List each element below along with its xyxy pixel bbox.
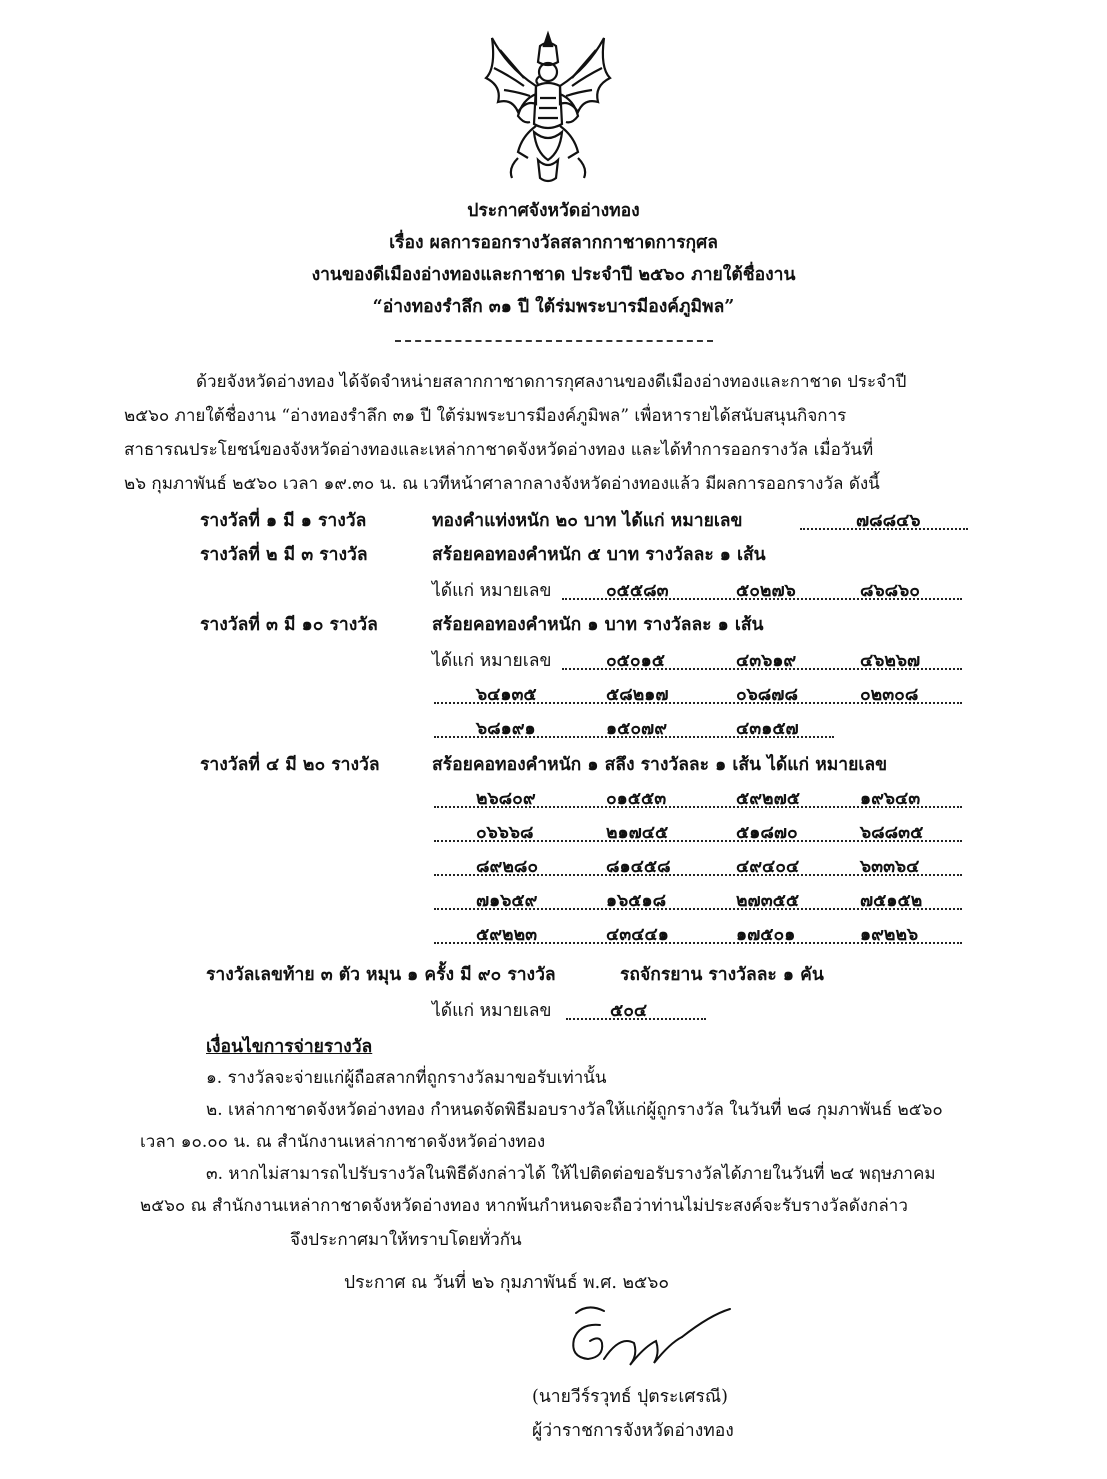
signer-position: ผู้ว่าราชการจังหวัดอ่างทอง [532,1421,734,1441]
prize-4-number: ๒๑๗๔๕ [606,823,669,843]
prize-3-number: ๕๘๒๑๗ [606,685,669,705]
prize-1-desc: ทองคำแท่งหนัก ๒๐ บาท ได้แก่ หมายเลข [432,511,743,531]
prize-4-number: ๕๙๒๗๕ [736,789,801,809]
prize-2-number: ๘๖๘๖๐ [860,581,920,601]
prize-3-number: ๖๘๑๙๑ [476,719,536,739]
tail-prize-desc: รถจักรยาน รางวัลละ ๑ คัน [620,965,824,985]
prize-3-number: ๔๓๑๕๗ [736,719,799,739]
document-title: ประกาศจังหวัดอ่างทอง [467,201,640,221]
condition-1: ๑. รางวัลจะจ่ายแก่ผู้ถือสลากที่ถูกรางวัลมาขอรับเท่านั้น [206,1068,607,1088]
prize-4-number: ๖๓๓๖๔ [860,857,920,877]
condition-3: ๓. หากไม่สามารถไปรับรางวัลในพิธีดังกล่าวได้ ให้ไปติดต่อขอรับรางวัลได้ภายในวันที่ ๒๔ พฤษภาคม [206,1164,936,1184]
prize-3-number: ๐๒๓๐๘ [860,685,919,705]
intro-line-4: ๒๖ กุมภาพันธ์ ๒๕๖๐ เวลา ๑๙.๓๐ น. ณ เวทีหน้าศาลากลางจังหวัดอ่างทองแล้ว มีผลการออกรางวัล ดังนี้ [124,474,880,494]
prize-2-number: ๕๐๒๗๖ [736,581,796,601]
prize-2-label: รางวัลที่ ๒ มี ๓ รางวัล [200,545,368,565]
prize-3-number: ๔๖๒๖๗ [860,651,921,671]
prize-1-label: รางวัลที่ ๑ มี ๑ รางวัล [200,511,367,531]
intro-line-3: สาธารณประโยชน์ของจังหวัดอ่างทองและเหล่ากาชาดจังหวัดอ่างทอง และได้ทำการออกรางวัล เมื่อวันที่ [124,440,874,460]
prize-3-number: ๖๔๑๓๕ [476,685,537,705]
document-subject: เรื่อง ผลการออกรางวัลสลากกาชาดการกุศล [389,233,718,253]
prize-4-number: ๒๖๘๐๙ [476,789,536,809]
prize-4-number: ๖๘๘๓๕ [860,823,924,843]
tail-prize-numbers-label: ได้แก่ หมายเลข [432,1001,552,1021]
prize-4-number: ๗๕๑๕๒ [860,891,923,911]
prize-3-label: รางวัลที่ ๓ มี ๑๐ รางวัล [200,615,378,635]
intro-line-1: ด้วยจังหวัดอ่างทอง ได้จัดจำหน่ายสลากกาชาดการกุศลงานของดีเมืองอ่างทองและกาชาด ประจำปี [196,372,907,392]
prize-4-number: ๔๓๔๔๑ [606,925,669,945]
prize-4-number: ๐๑๕๕๓ [606,789,667,809]
prize-4-number: ๘๙๒๘๐ [476,857,539,877]
prize-3-numbers-label: ได้แก่ หมายเลข [432,651,552,671]
prize-4-number: ๕๑๘๗๐ [736,823,798,843]
document-subtitle: งานของดีเมืองอ่างทองและกาชาด ประจำปี ๒๕๖๐ ภายใต้ชื่องาน [311,265,796,285]
tail-prize-label: รางวัลเลขท้าย ๓ ตัว หมุน ๑ ครั้ง มี ๙๐ รางวัล [206,965,556,985]
prize-3-number: ๐๖๘๗๘ [736,685,798,705]
announcement-date: ประกาศ ณ วันที่ ๒๖ กุมภาพันธ์ พ.ศ. ๒๕๖๐ [344,1273,670,1293]
prize-3-desc: สร้อยคอทองคำหนัก ๑ บาท รางวัลละ ๑ เส้น [432,615,764,635]
garuda-emblem-icon [478,28,618,186]
prize-1-number: ๗๘๘๔๖ [856,511,921,531]
tail-prize-number: ๕๐๔ [610,1001,648,1021]
conditions-heading: เงื่อนไขการจ่ายรางวัล [206,1037,373,1057]
prize-3-number: ๑๕๐๗๙ [606,719,668,739]
condition-2: ๒. เหล่ากาชาดจังหวัดอ่างทอง กำหนดจัดพิธีมอบรางวัลให้แก่ผู้ถูกรางวัล ในวันที่ ๒๘ กุมภาพันธ์ ๒๕๖๐ [206,1100,943,1120]
prize-4-number: ๑๙๖๔๓ [860,789,921,809]
prize-3-number: ๔๓๖๑๙ [736,651,797,671]
condition-2-cont: เวลา ๑๐.๐๐ น. ณ สำนักงานเหล่ากาชาดจังหวัดอ่างทอง [140,1132,546,1152]
prize-2-numbers-label: ได้แก่ หมายเลข [432,581,552,601]
prize-2-desc: สร้อยคอทองคำหนัก ๕ บาท รางวัลละ ๑ เส้น [432,545,766,565]
prize-4-number: ๑๖๕๑๘ [606,891,667,911]
prize-4-number: ๑๗๕๐๑ [736,925,796,945]
prize-4-number: ๕๙๒๒๓ [476,925,538,945]
signer-name: (นายวีร์รวุทธ์ ปุตระเศรณี) [532,1387,728,1407]
intro-line-2: ๒๕๖๐ ภายใต้ชื่องาน “อ่างทองรำลึก ๓๑ ปี ใต้ร่มพระบารมีองค์ภูมิพล” เพื่อหารายได้สนับสนุนกิจการ [124,406,847,426]
prize-4-number: ๐๖๖๖๘ [476,823,534,843]
prize-3-number: ๐๕๐๑๕ [606,651,665,671]
prize-4-number: ๒๗๓๕๕ [736,891,800,911]
event-name: “อ่างทองรำลึก ๓๑ ปี ใต้ร่มพระบารมีองค์ภูมิพล” [372,297,735,317]
handwritten-signature [560,1295,740,1385]
prize-4-number: ๑๙๒๒๖ [860,925,919,945]
announcement-closing: จึงประกาศมาให้ทราบโดยทั่วกัน [290,1230,522,1250]
prize-4-label: รางวัลที่ ๔ มี ๒๐ รางวัล [200,755,380,775]
prize-4-number: ๘๑๔๕๘ [606,857,671,877]
condition-3-cont: ๒๕๖๐ ณ สำนักงานเหล่ากาชาดจังหวัดอ่างทอง หากพ้นกำหนดจะถือว่าท่านไม่ประสงค์จะรับรางวัลดังกล่าว [140,1196,908,1216]
prize-4-number: ๗๑๖๕๙ [476,891,538,911]
prize-4-desc: สร้อยคอทองคำหนัก ๑ สลึง รางวัลละ ๑ เส้น ได้แก่ หมายเลข [432,755,888,775]
separator-line [395,340,713,342]
prize-4-number: ๔๙๔๐๔ [736,857,800,877]
prize-2-number: ๐๕๕๘๓ [606,581,669,601]
